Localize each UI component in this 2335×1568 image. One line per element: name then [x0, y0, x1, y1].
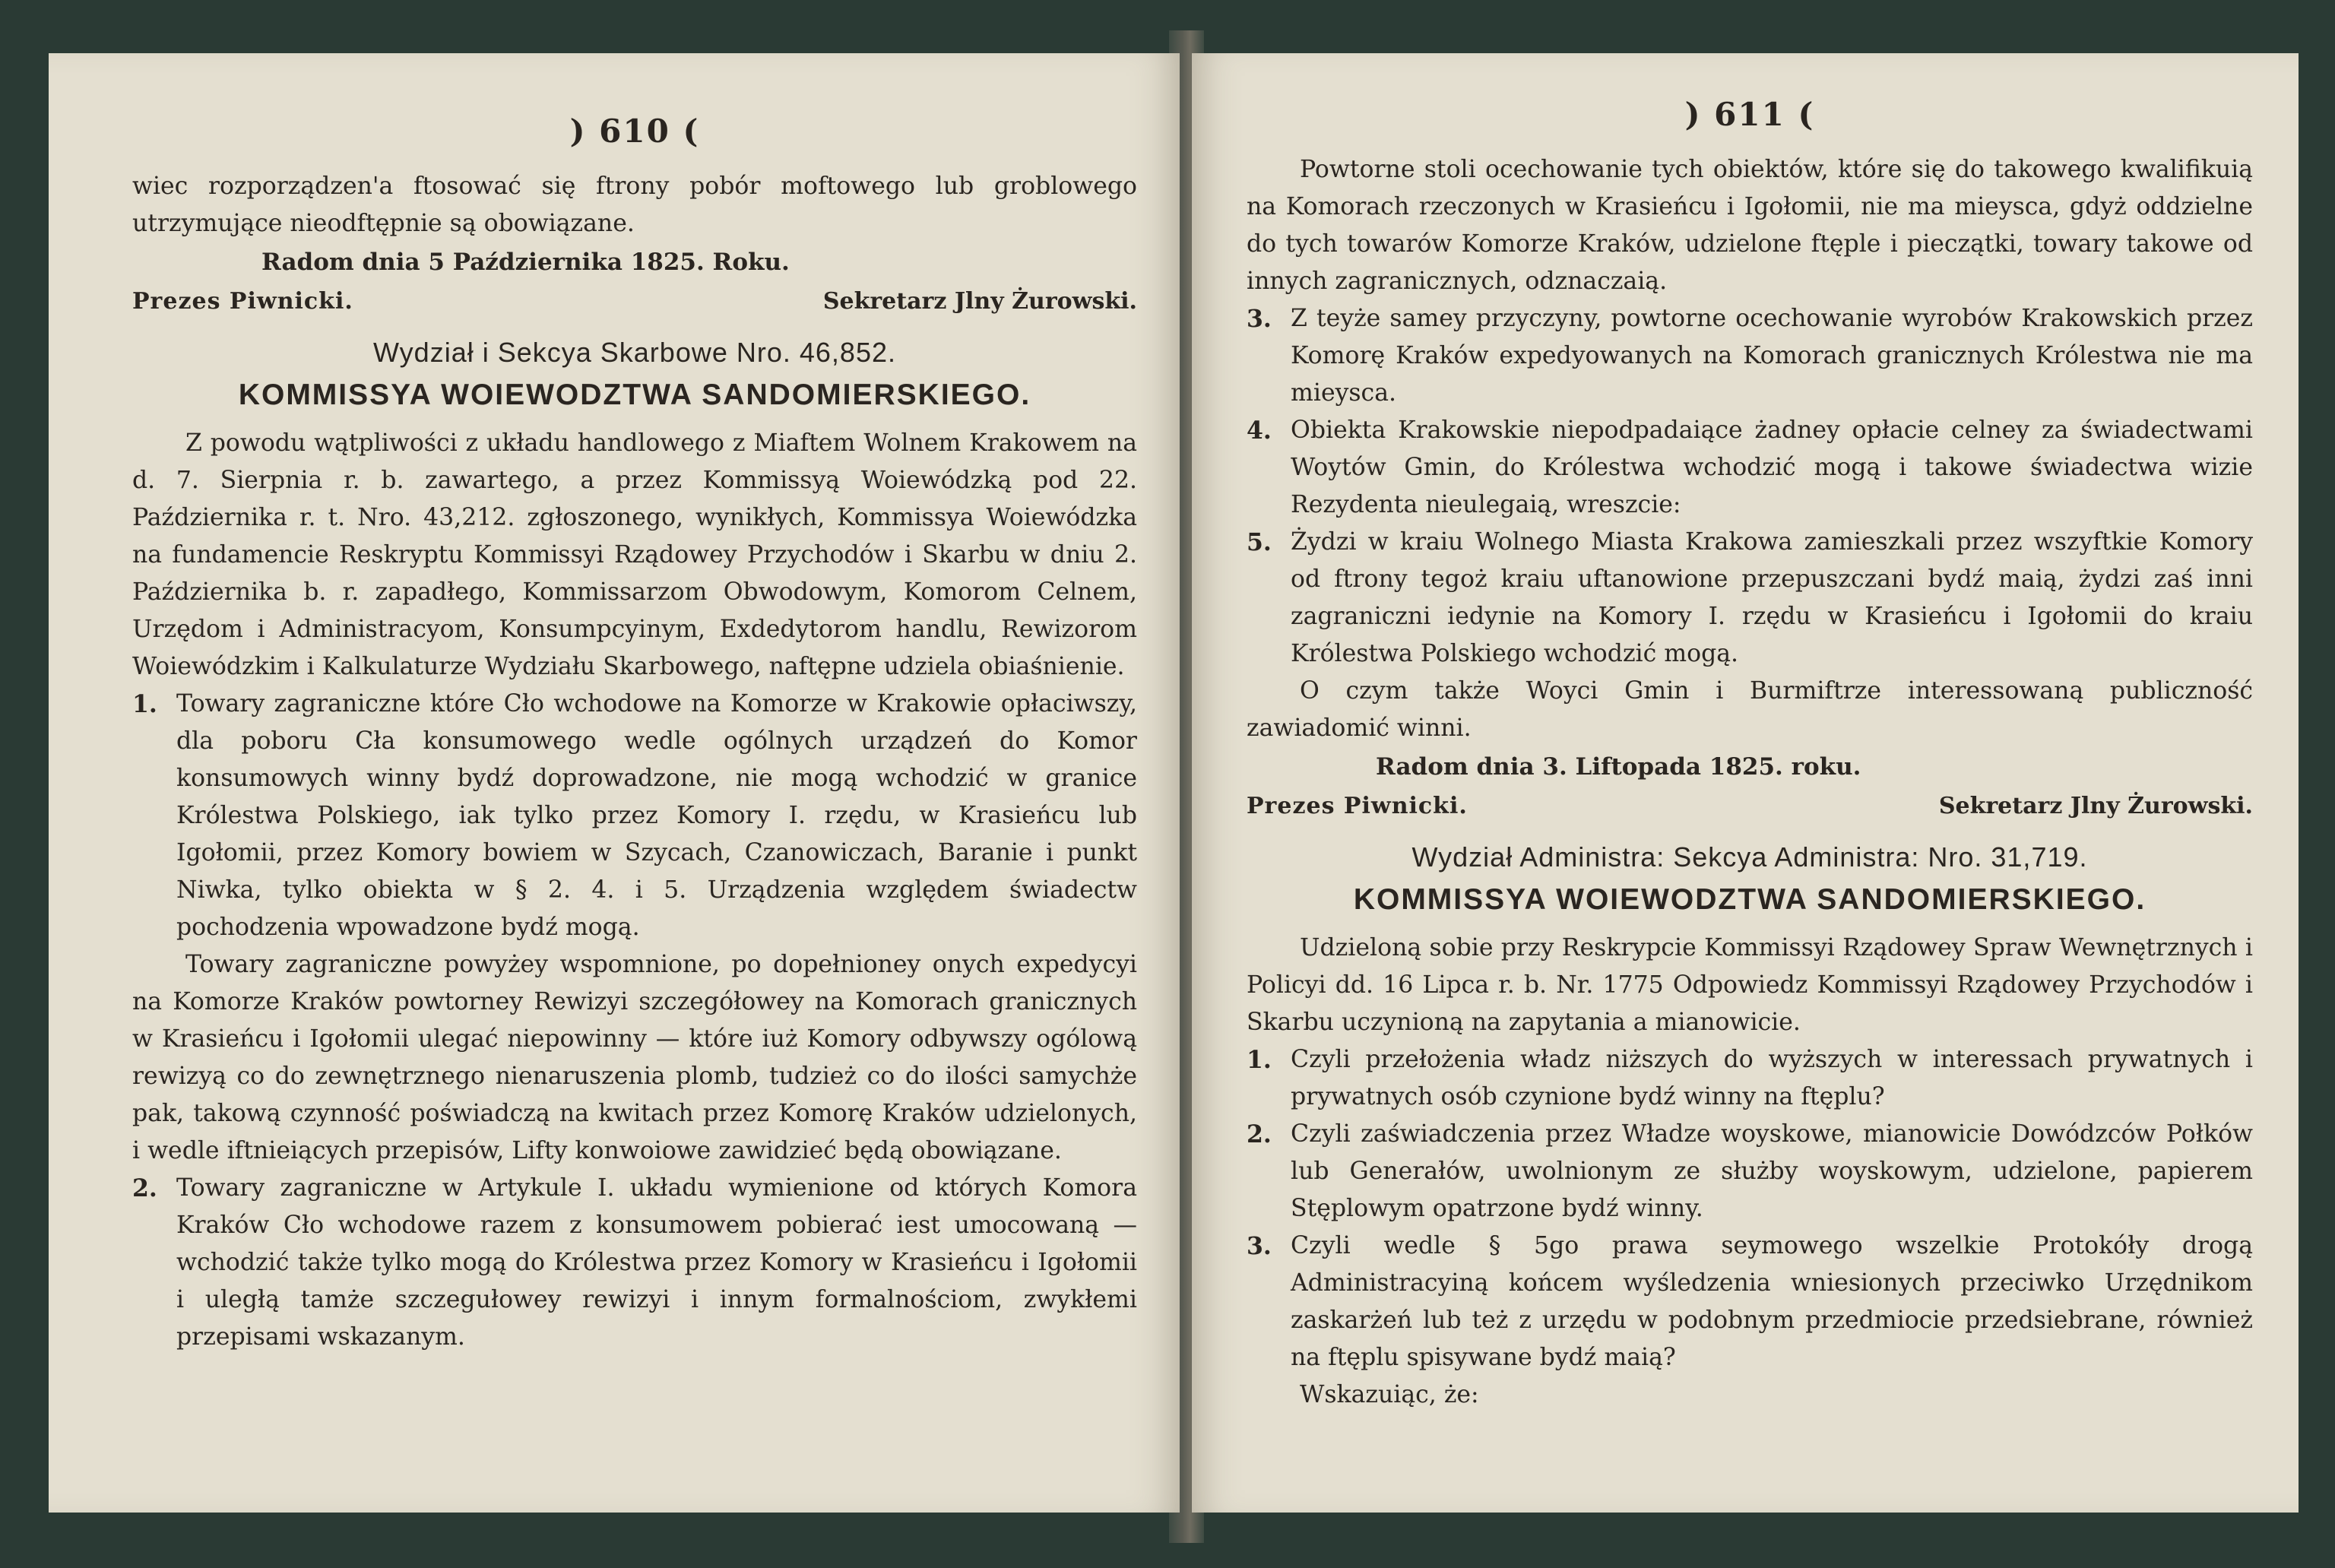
final-line: Wskazuiąc, że: — [1300, 1381, 1479, 1408]
item-continuation: Powtorne stoli ocechowanie tych obiektów, które się do takowego kwalifikuią na Komorach rzeczonych w Krasieńcu i Igołomii, nie ma mieysca, gdyż oddzielne do tych towarów Komorze Kraków, udzielone ftęple i pieczątki, towary takowe od innych zagranicznych, odznaczaią. — [1247, 156, 2253, 295]
item-text: Czyli przełożenia władz niższych do wyższych w interessach prywatnych i prywatnych osób czynione bydź winny na ftęplu? — [1291, 1046, 2253, 1110]
item-number: 4. — [1247, 417, 1272, 445]
item-number: 2. — [1247, 1120, 1272, 1148]
item-number: 1. — [1247, 1046, 1272, 1074]
list-item — [1247, 412, 2253, 524]
item-number: 2. — [132, 1174, 157, 1202]
list-item — [1247, 300, 2253, 412]
item-number: 3. — [1247, 305, 1272, 333]
date-line: Radom dnia 3. Liftopada 1825. roku. — [1376, 753, 1861, 781]
item-text: Żydzi w kraiu Wolnego Miasta Krakowa zamieszkali przez wszyftkie Komory od ftrony tegoż kraiu uftanowione przepuszczani bydź maią, żydzi zaś inni zagraniczni iedynie na Komory I. rzędu w Krasieńcu i Igołomii do kraiu Królestwa Polskiego wchodzić mogą. — [1291, 528, 2253, 667]
secretary-signature: Sekretarz Jlny Żurowski. — [1938, 793, 2253, 819]
item-text: Towary zagraniczne w Artykule I. układu wymienione od których Komora Kraków Cło wchodowe razem z konsumowem pobierać iest umocowaną — wchodzić także tylko mogą do Królestwa przez Komory w Krasieńcu i Igołomii i uległą tamże szczegułowey rewizyi i innym formalnościom, zwykłemi przepisami wskazanym. — [176, 1174, 1137, 1351]
item-continuation: Towary zagraniczne powyżey wspomnione, po dopełnioney onych expedycyi na Komorze Kraków powtorney Rewizyi szczegółowey na Komorach granicznych w Krasieńcu i Igołomii ulegać niepowinny — które iuż Komory odbywszy ogólową rewizyą co do zewnętrznego nienaruszenia plomb, tudzież co do ilości samychże pak, takową czynność poświadczą na kwitach przez Komorę Kraków udzielonych, i wedle iftnieiących przepisów, Lifty konwoiowe zawidzieć będą obowiązane. — [132, 951, 1137, 1164]
list-item — [1247, 524, 2253, 673]
closing-paragraph: O czym także Woyci Gmin i Burmiftrze interessowaną publiczność zawiadomić winni. — [1247, 677, 2253, 742]
item-text: Towary zagraniczne które Cło wchodowe na Komorze w Krakowie opłaciwszy, dla poboru Cła konsumowego wedle ogólnych urządzeń do Komor konsumowych winny bydź doprowadzone, nie mogą wchodzić w granice Królestwa Polskiego, iak tylko przez Komory I. rzędu, w Krasieńcu lub Igołomii, przez Komory bowiem w Szycach, Czanowiczach, Baranie i punkt Niwka, tylko obiekta w § 2. 4. i 5. Urządzenia względem świadectw pochodzenia wpowadzone bydź mogą. — [176, 690, 1137, 941]
department-heading: Wydział Administra: Sekcya Administra: Nro. 31,719. — [1411, 841, 2088, 873]
signature-row — [1247, 787, 2253, 826]
commission-heading: KOMMISSYA WOIEWODZTWA SANDOMIERSKIEGO. — [1353, 883, 2146, 916]
body-paragraph: Z powodu wątpliwości z układu handlowego z Miaftem Wolnem Krakowem na d. 7. Sierpnia r. b. zawartego, a przez Kommissyą Woiewódzką pod 22. Października r. t. Nro. 43,212. zgłoszonego, wynikłych, Kommissya Woiewódzka na fundamencie Reskryptu Kommissyi Rządowey Przychodów i Skarbu w dniu 2. Października b. r. zapadłego, Kommissarzom Obwodowym, Komorom Celnem, Urzędom i Administracyom, Konsumpcyinym, Exdedytorom handlu, Rewizorom Woiewódzkim i Kalkulaturze Wydziału Skarbowego, naftępne udziela obiaśnienie. — [132, 429, 1137, 680]
president-signature: Prezes Piwnicki. — [1247, 793, 1468, 819]
list-item — [132, 686, 1137, 946]
president-signature: Prezes Piwnicki. — [132, 288, 353, 315]
item-number: 1. — [132, 690, 157, 718]
page-number: ) 610 ( — [569, 112, 700, 150]
commission-heading: KOMMISSYA WOIEWODZTWA SANDOMIERSKIEGO. — [238, 379, 1031, 411]
item-text: Czyli zaświadczenia przez Władze woyskowe, mianowicie Dowódzców Połków lub Generałów, uwolnionym ze służby woyskowym, udzielone, papierem Stęplowym opatrzone bydź winny. — [1291, 1120, 2253, 1222]
list-item — [1247, 1227, 2253, 1376]
item-text: Obiekta Krakowskie niepodpadaiące żadney opłacie celney za świadectwami Woytów Gmin, do Królestwa wchodzić mogą i takowe świadectwa wizie Rezydenta nieulegaią, wreszcie: — [1291, 417, 2253, 518]
intro-paragraph: wiec rozporządzen'a ftosować się ftrony pobór moftowego lub groblowego utrzymujące nieodftępnie są obowiązane. — [132, 173, 1137, 237]
list-item — [1247, 1041, 2253, 1116]
page-right — [1192, 53, 2299, 1513]
secretary-signature: Sekretarz Jlny Żurowski. — [822, 288, 1137, 315]
list-item — [132, 1170, 1137, 1356]
department-heading: Wydział i Sekcya Skarbowe Nro. 46,852. — [373, 337, 896, 368]
list-item — [1247, 1116, 2253, 1227]
item-number: 5. — [1247, 528, 1272, 556]
page-number: ) 611 ( — [1684, 96, 1815, 133]
item-number: 3. — [1247, 1232, 1272, 1260]
body-paragraph: Udzieloną sobie przy Reskrypcie Kommissyi Rządowey Spraw Wewnętrznych i Policyi dd. 16 Lipca r. b. Nr. 1775 Odpowiedz Kommissyi Rządowey Przychodów i Skarbu uczynioną na zapytania a mianowicie. — [1247, 934, 2253, 1036]
date-line: Radom dnia 5 Października 1825. Roku. — [261, 249, 790, 276]
page-left — [49, 53, 1180, 1513]
signature-row — [132, 282, 1137, 322]
item-text: Czyli wedle § 5go prawa seymowego wszelkie Protokóły drogą Administracyiną końcem wyśledzenia wniesionych przeciwko Urzędnikom zaskarżeń lub też z urzędu w podobnym przedmiocie przedsiebrane, również na ftęplu spisywane bydź maią? — [1291, 1232, 2253, 1371]
item-text: Z teyże samey przyczyny, powtorne ocechowanie wyrobów Krakowskich przez Komorę Kraków expedyowanych na Komorach granicznych Królestwa nie ma mieysca. — [1291, 305, 2253, 407]
